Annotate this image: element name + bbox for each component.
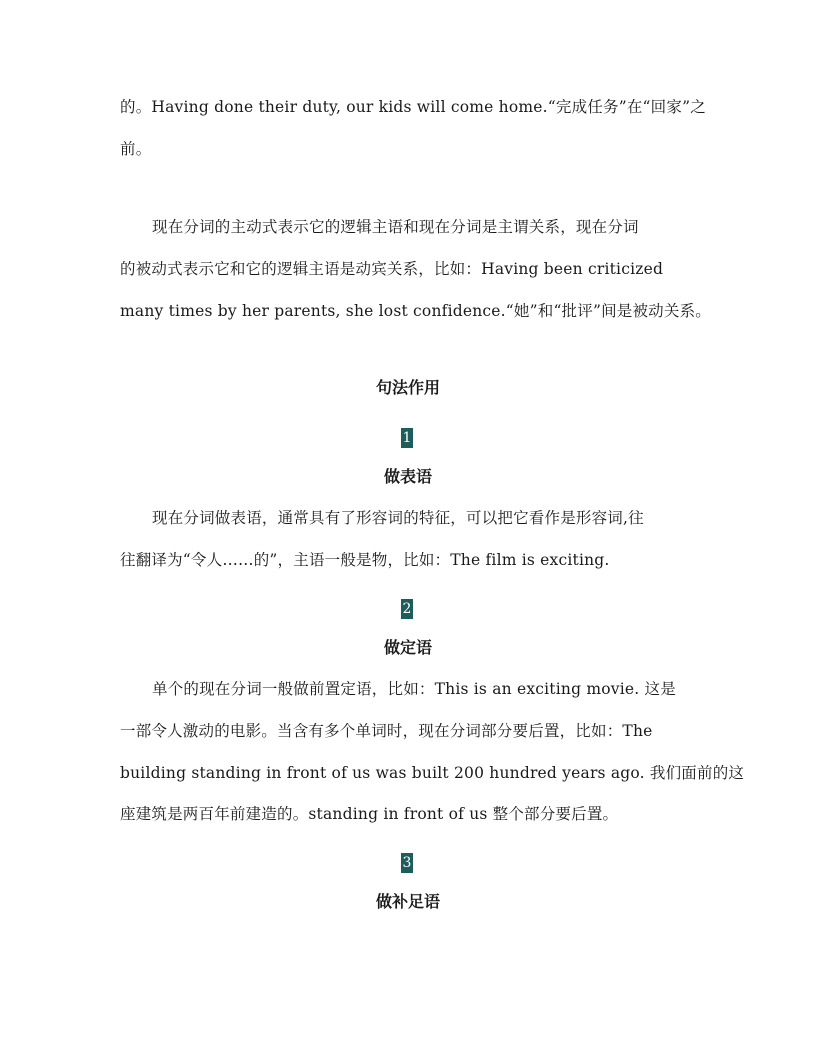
item-heading: 做表语 [383, 467, 432, 486]
item-number-badge: 1 [402, 430, 412, 446]
item-number-badge: 2 [402, 601, 412, 617]
paragraph-line: 的。Having done their duty, our kids will come home.“完成任务”在“回家”之 [120, 98, 706, 116]
paragraph-line: 座建筑是两百年前建造的。standing in front of us 整个部分要后置。 [120, 805, 619, 823]
paragraph-line: 现在分词做表语，通常具有了形容词的特征，可以把它看作是形容词,往 [152, 509, 644, 527]
item-heading: 做补足语 [375, 892, 440, 911]
paragraph-line: 往翻译为“令人……的”，主语一般是物，比如：The film is exciting. [120, 551, 610, 569]
paragraph-line: 现在分词的主动式表示它的逻辑主语和现在分词是主谓关系，现在分词 [152, 218, 639, 236]
item-heading: 做定语 [383, 638, 432, 657]
paragraph-line: many times by her parents, she lost confidence.“她”和“批评”间是被动关系。 [120, 302, 711, 320]
paragraph-line: 的被动式表示它和它的逻辑主语是动宾关系，比如：Having been criticized [120, 260, 664, 278]
item-number-badge: 3 [402, 855, 412, 871]
paragraph-line: 一部令人激动的电影。当含有多个单词时，现在分词部分要后置，比如：The [120, 722, 653, 740]
paragraph-line: 前。 [120, 140, 152, 158]
section-heading: 句法作用 [375, 378, 440, 397]
paragraph-line: building standing in front of us was built 200 hundred years ago. 我们面前的这 [120, 764, 745, 782]
paragraph-line: 单个的现在分词一般做前置定语，比如：This is an exciting movie. 这是 [152, 680, 676, 698]
